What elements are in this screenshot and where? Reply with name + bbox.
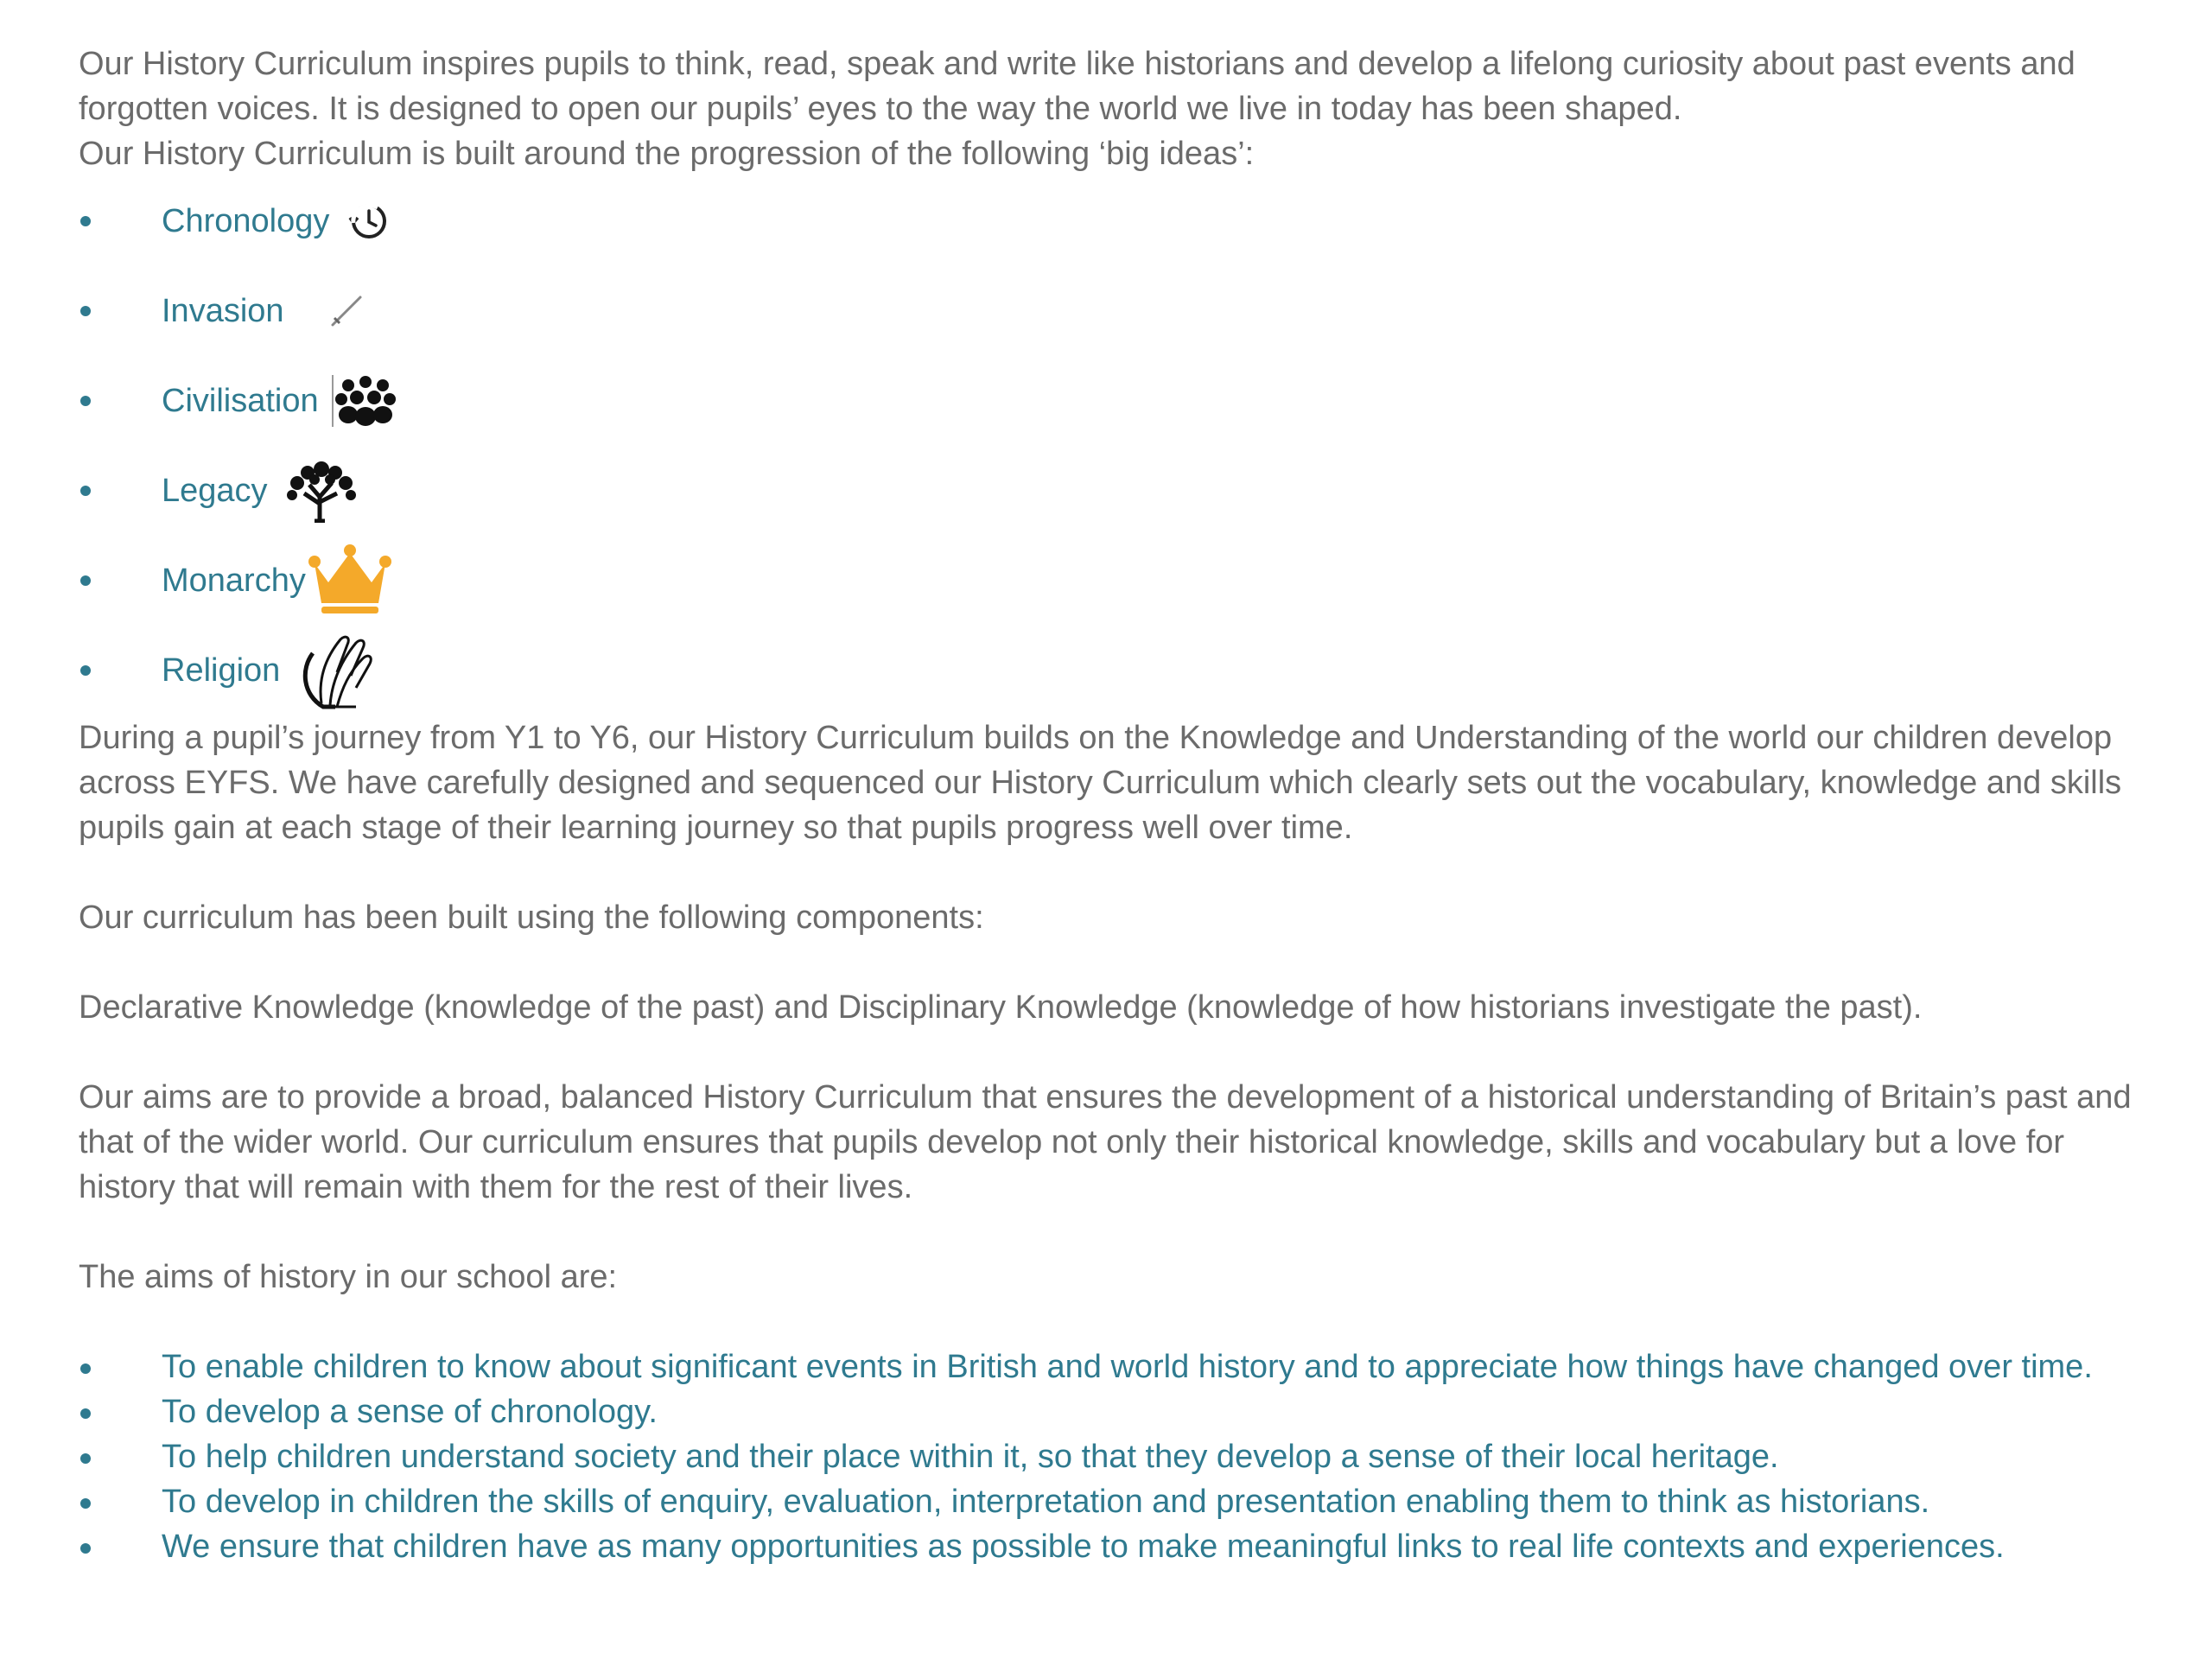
aim-item — [79, 1344, 2170, 1389]
spacer — [79, 1300, 2170, 1344]
journey-paragraph: During a pupil’s journey from Y1 to Y6, our History Curriculum builds on the Knowledge and Understanding of the world our children develop across EYFS. We have carefully designed and sequenced our History Curriculum which clearly sets out the vocabulary, knowledge and skills pupils gain at each stage of their learning journey so that pupils progress well over time. — [79, 720, 2122, 846]
aims-intro: The aims of history in our school are: — [79, 1259, 618, 1295]
bullet — [80, 1498, 91, 1509]
big-idea-chronology — [79, 176, 2170, 266]
crown-icon — [308, 543, 392, 619]
intro-paragraph: Our History Curriculum inspires pupils to think, read, speak and write like historians and develop a lifelong curiosity about past events and forgotten voices. It is designed to open our pupils’ eyes to the way the world we live in today has been shaped. — [79, 46, 2075, 127]
aim-text: To develop a sense of chronology. — [162, 1394, 658, 1430]
aim-item — [79, 1479, 2170, 1524]
big-idea-monarchy — [79, 536, 2170, 626]
aims-list — [79, 1344, 2170, 1569]
bullet — [80, 575, 91, 586]
bullet — [80, 1543, 91, 1554]
aim-item — [79, 1389, 2170, 1434]
components-intro: Our curriculum has been built using the following components: — [79, 899, 984, 936]
big-ideas-intro: Our History Curriculum is built around the progression of the following ‘big ideas’: — [79, 136, 1255, 172]
spacer — [79, 1030, 2170, 1075]
sword-icon — [327, 292, 365, 330]
bullet — [80, 306, 91, 316]
aim-text: To enable children to know about significant events in British and world history and to appreciate how things have changed over time. — [162, 1349, 2093, 1385]
big-idea-invasion — [79, 266, 2170, 356]
bullet — [80, 216, 91, 226]
big-idea-label: Chronology — [162, 202, 330, 239]
bullet — [80, 665, 91, 676]
document-page — [79, 41, 2170, 1569]
bullet — [80, 1408, 91, 1419]
tree-icon — [283, 459, 361, 523]
praying-hands-icon — [296, 627, 385, 714]
big-idea-label: Civilisation — [162, 382, 319, 419]
spacer — [79, 1210, 2170, 1255]
big-idea-label: Legacy — [162, 472, 268, 509]
aim-text: To develop in children the skills of enquiry, evaluation, interpretation and presentation enabling them to think as historians. — [162, 1484, 1930, 1520]
spacer — [79, 850, 2170, 895]
big-idea-religion — [79, 626, 2170, 715]
aim-item — [79, 1524, 2170, 1569]
aims-paragraph: Our aims are to provide a broad, balanced History Curriculum that ensures the development of a historical understanding of Britain’s past and that of the wider world. Our curriculum ensures that pupils develop not only their historical knowledge, skills and vocabulary but a love for history that will remain with them for the rest of their lives. — [79, 1079, 2132, 1205]
bullet — [80, 486, 91, 496]
big-idea-label: Invasion — [162, 292, 284, 329]
big-idea-civilisation — [79, 356, 2170, 446]
bullet — [80, 396, 91, 406]
bullet — [80, 1453, 91, 1464]
aim-text: We ensure that children have as many opportunities as possible to make meaningful links to real life contexts and experiences. — [162, 1529, 2005, 1565]
bullet — [80, 1363, 91, 1374]
big-idea-label: Monarchy — [162, 562, 306, 599]
components-paragraph: Declarative Knowledge (knowledge of the past) and Disciplinary Knowledge (knowledge of how historians investigate the past). — [79, 989, 1923, 1026]
aim-item — [79, 1434, 2170, 1479]
big-idea-label: Religion — [162, 652, 281, 689]
spacer — [79, 940, 2170, 985]
big-idea-legacy — [79, 446, 2170, 536]
clock-icon — [345, 197, 393, 245]
aim-text: To help children understand society and their place within it, so that they develop a sense of their local heritage. — [162, 1439, 1779, 1475]
big-ideas-list — [79, 176, 2170, 715]
people-group-icon — [331, 373, 400, 429]
